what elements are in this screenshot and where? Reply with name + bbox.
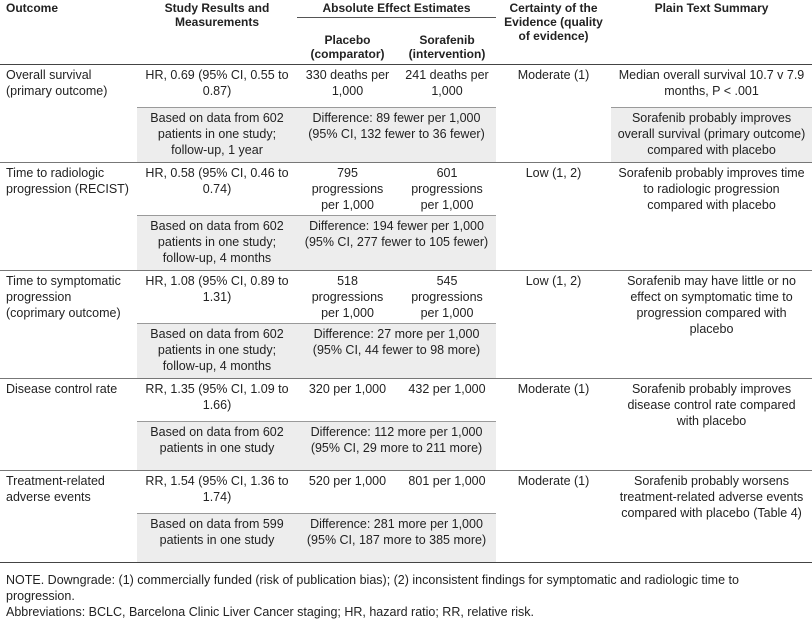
sorafenib-cell: 545 progressions per 1,000 bbox=[398, 271, 496, 324]
note-downgrade: NOTE. Downgrade: (1) commercially funded (risk of publication bias); (2) inconsistent findings for symptomatic and radiologic time to progression. bbox=[6, 573, 739, 603]
sorafenib-cell: 801 per 1,000 bbox=[398, 471, 496, 514]
certainty-cell: Low (1, 2) bbox=[496, 271, 611, 379]
basis-cell: Based on data from 602 patients in one study; follow-up, 1 year bbox=[137, 108, 297, 163]
basis-cell: Based on data from 602 patients in one study; follow-up, 4 months bbox=[137, 216, 297, 271]
table-row bbox=[0, 65, 812, 108]
basis-cell: Based on data from 602 patients in one study; follow-up, 4 months bbox=[137, 324, 297, 379]
results-cell: HR, 1.08 (95% CI, 0.89 to 1.31) bbox=[137, 271, 297, 324]
table-row bbox=[0, 163, 812, 216]
certainty-cell: Moderate (1) bbox=[496, 379, 611, 471]
header-summary: Plain Text Summary bbox=[611, 0, 812, 65]
outcome-cell: Treatment-related adverse events bbox=[0, 471, 137, 563]
summary-cell: Sorafenib probably improves overall survival (primary outcome) compared with placebo bbox=[611, 108, 812, 163]
difference-cell: Difference: 281 more per 1,000 (95% CI, 187 more to 385 more) bbox=[297, 514, 496, 563]
summary-cell: Sorafenib probably worsens treatment-related adverse events compared with placebo (Table 4) bbox=[611, 471, 812, 563]
sorafenib-cell: 432 per 1,000 bbox=[398, 379, 496, 422]
results-cell: HR, 0.58 (95% CI, 0.46 to 0.74) bbox=[137, 163, 297, 216]
table-footnote bbox=[0, 563, 812, 620]
header-sorafenib: Sorafenib (intervention) bbox=[398, 18, 496, 65]
note-abbreviations: Abbreviations: BCLC, Barcelona Clinic Liver Cancer staging; HR, hazard ratio; RR, relative risk. bbox=[6, 605, 534, 619]
results-cell: RR, 1.35 (95% CI, 1.09 to 1.66) bbox=[137, 379, 297, 422]
certainty-cell: Moderate (1) bbox=[496, 65, 611, 163]
certainty-cell: Moderate (1) bbox=[496, 471, 611, 563]
table-row bbox=[0, 271, 812, 324]
summary-cell: Sorafenib probably improves time to radiologic progression compared with placebo bbox=[611, 163, 812, 271]
summary-cell: Median overall survival 10.7 v 7.9 months, P < .001 bbox=[611, 65, 812, 108]
header-row-top bbox=[0, 0, 812, 18]
difference-cell: Difference: 89 fewer per 1,000 (95% CI, 132 fewer to 36 fewer) bbox=[297, 108, 496, 163]
outcome-cell: Time to radiologic progression (RECIST) bbox=[0, 163, 137, 271]
summary-cell: Sorafenib may have little or no effect on symptomatic time to progression compared with placebo bbox=[611, 271, 812, 379]
header-certainty: Certainty of the Evidence (quality of evidence) bbox=[496, 0, 611, 65]
header-outcome: Outcome bbox=[0, 0, 137, 65]
placebo-cell: 330 deaths per 1,000 bbox=[297, 65, 398, 108]
placebo-cell: 320 per 1,000 bbox=[297, 379, 398, 422]
outcome-cell: Time to symptomatic progression (coprimary outcome) bbox=[0, 271, 137, 379]
results-cell: RR, 1.54 (95% CI, 1.36 to 1.74) bbox=[137, 471, 297, 514]
summary-cell: Sorafenib probably improves disease control rate compared with placebo bbox=[611, 379, 812, 471]
placebo-cell: 520 per 1,000 bbox=[297, 471, 398, 514]
results-cell: HR, 0.69 (95% CI, 0.55 to 0.87) bbox=[137, 65, 297, 108]
table-row bbox=[0, 379, 812, 422]
sorafenib-cell: 601 progressions per 1,000 bbox=[398, 163, 496, 216]
basis-cell: Based on data from 602 patients in one study bbox=[137, 422, 297, 471]
header-results: Study Results and Measurements bbox=[137, 0, 297, 65]
difference-cell: Difference: 27 more per 1,000 (95% CI, 44 fewer to 98 more) bbox=[297, 324, 496, 379]
outcome-cell: Disease control rate bbox=[0, 379, 137, 471]
sorafenib-cell: 241 deaths per 1,000 bbox=[398, 65, 496, 108]
difference-cell: Difference: 194 fewer per 1,000 (95% CI, 277 fewer to 105 fewer) bbox=[297, 216, 496, 271]
header-absolute-effect: Absolute Effect Estimates bbox=[297, 0, 496, 18]
table-row bbox=[0, 471, 812, 514]
basis-cell: Based on data from 599 patients in one study bbox=[137, 514, 297, 563]
header-placebo: Placebo (comparator) bbox=[297, 18, 398, 65]
certainty-cell: Low (1, 2) bbox=[496, 163, 611, 271]
difference-cell: Difference: 112 more per 1,000 (95% CI, 29 more to 211 more) bbox=[297, 422, 496, 471]
placebo-cell: 518 progressions per 1,000 bbox=[297, 271, 398, 324]
placebo-cell: 795 progressions per 1,000 bbox=[297, 163, 398, 216]
outcome-cell: Overall survival (primary outcome) bbox=[0, 65, 137, 163]
